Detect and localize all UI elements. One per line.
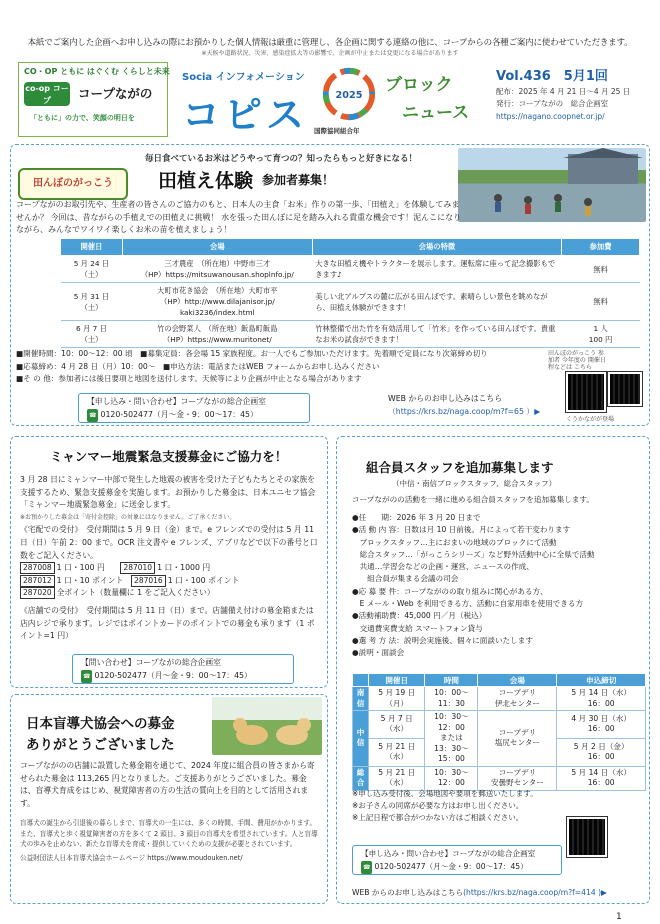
myanmar-body — [20, 474, 320, 643]
list-item: ●活 動 内 容：日数は月 10 日前後。月によって若干変わります — [352, 525, 571, 535]
table-row — [61, 283, 640, 321]
guide-dog-body: コープながのの店舗に設置した募金箱を通じて、2024 年度に組合員の皆さまから寄せられた募金は 113,265 円となりました。ご支援ありがとうございました。募金は、盲導犬育成をはじめ、視覚障害者の方の生活の質向上を目的として活用されます。 — [20, 761, 315, 808]
list-item: ブロックスタッフ…主におまいの地域のブロックにて活動 — [352, 537, 557, 547]
staff-note: ※申し込み受付後、会場地図や要項を郵送いたします。 — [352, 789, 538, 798]
list-item: 総合スタッフ…「がっこうシリーズ」など野外活動中心に全県で活動 — [352, 549, 595, 559]
region: 中信 — [353, 711, 369, 767]
staff-web-link[interactable]: (https://krs.bz/naga.coop/m?f=414 )▶ — [463, 888, 607, 897]
col-venue: 会場 — [122, 239, 312, 256]
event-venue-url[interactable]: （HP）https://mitsuwanousan.shoplnfo.jp/ — [140, 270, 294, 279]
privacy-notice: 本紙でご案内した企画へお申し込みの際にお預かりした個人情報は厳重に管理し、各企画に関する連絡の他に、コープからの各種ご案内に使わせていただきます。 — [27, 38, 633, 48]
staff-details — [352, 512, 652, 660]
session-date: 5 月 7 日 （水） — [369, 711, 425, 739]
table-row — [353, 687, 646, 711]
col-region — [353, 674, 369, 687]
rice-description: コープながのお取引先や、生産者の皆さんのご協力のもと、日本人の主食「お米」作りの第一歩、「田植え」を体験してみませんか？ 今回は、昔ながらの手植えでの田植えに挑戦！ 水を張った田んぼに足を踏み入れる貴重な機会です！泥んこになりながら、みんなでワイワイ楽しくお米の苗を植えましょう！ — [16, 200, 462, 234]
event-venue: 三才農産 （所在地）中野市三才 — [164, 259, 271, 268]
iyc-label: 国際協同組合年 — [314, 127, 360, 135]
table-row — [61, 256, 640, 283]
session-time: 10：30〜 12：00 — [425, 766, 478, 790]
col-deadline: 申込締切 — [557, 674, 646, 687]
rice-field-photo — [458, 148, 646, 222]
rice-info-time: ■開催時間：10：00〜12：00 頃 ■募集定員：各会場 15 家族程度。お一人でもご参加いただけます。先着順で定員になり次第締め切り — [16, 349, 488, 358]
weather-notice: ※天候や道路状況、災害、感染症拡大等の影響で、企画が中止または変更になる場合があります — [201, 50, 459, 57]
rice-lead: 毎日食べているお米はどうやって育つの？知ったらもっと好きになる！ — [145, 154, 418, 164]
myanmar-paragraph: 3 月 28 日にミャンマー中部で発生した地震の被害を受けた子どもたちとその家族を支援するため、緊急支援募金を実施します。お預かりした募金は、日本ユニセフ協会「ミャンマー地震緊急募金」に送金します。 — [20, 475, 316, 510]
guide-dog-detail — [20, 818, 320, 863]
rice-event-table — [60, 238, 640, 348]
coop-slogan: 「ともに」の力で、笑顔の明日を — [30, 114, 135, 122]
donation-label: 1 口・1000 円 — [157, 563, 211, 573]
event-venue: 大町市花き協会 （所在地）大町市平 — [157, 286, 278, 295]
list-item: E メール・Web を利用できる方、活動に自家用車を使用できる方 — [352, 599, 584, 609]
col-date: 開催日 — [369, 674, 425, 687]
page-number: 1 — [616, 912, 622, 922]
session-date: 5 月 19 日 （月） — [369, 687, 425, 711]
event-feature: 竹林整備で出た竹を有効活用して「竹米」を作っている田んぼです。貴重なお米の試食ができます！ — [312, 321, 561, 348]
event-date: 5 月 24 日 — [73, 259, 110, 268]
donation-code-row — [20, 562, 320, 575]
guide-dog-title-2: ありがとうございました — [26, 737, 175, 753]
session-date: 5 月 21 日 （水） — [369, 766, 425, 790]
rice-contact-box — [78, 393, 310, 423]
rice-school-logo: 田んぼのがっこう — [18, 168, 128, 200]
staff-note: ※上記日程で都合がつかない方はご相談ください。 — [352, 813, 524, 822]
phone-icon: ☎ — [87, 409, 98, 422]
col-date: 開催日 — [61, 239, 123, 256]
myanmar-title: ミャンマー地震緊急支援募金にご協力を！ — [50, 449, 288, 464]
event-day: （土） — [80, 335, 103, 344]
qr-code-icon[interactable] — [608, 372, 642, 406]
phone-icon: ☎ — [81, 670, 92, 683]
rice-web-link[interactable]: （https://krs.bz/naga.coop/m?f=65 ）▶ — [388, 407, 541, 416]
rice-subtitle: 参加者募集！ — [262, 173, 335, 187]
block-news-title-2: ニュース — [402, 103, 470, 123]
donation-code: 287008 — [20, 562, 55, 574]
rice-web-label: WEB からのお申し込みはこちら — [388, 394, 503, 403]
rice-info — [16, 348, 636, 386]
staff-contact-label: 【申し込み・問い合わせ】コープながの総合企画室 — [361, 849, 536, 858]
coop-logo: co-op コープ — [25, 84, 69, 105]
session-deadline: 5 月 14 日（水） 16：00 — [557, 766, 646, 790]
socia-label: Socia インフォメーション — [182, 72, 305, 83]
col-feature: 会場の特徴 — [312, 239, 561, 256]
table-row — [61, 321, 640, 348]
donation-label: 1 口・100 ポイント — [167, 575, 240, 585]
session-deadline: 5 月 14 日（水） 16：00 — [557, 687, 646, 711]
qr-code-icon[interactable] — [566, 372, 606, 412]
myanmar-note: ※お預かりした募金は「寄付金控除」の対象にはなりません。ご了承ください。 — [20, 513, 236, 521]
coop-name: コープながの — [78, 86, 153, 101]
event-feature: 美しい北アルプスの麓に広がる田んぼです。素晴らしい景色を眺めながら、田植え体験ができます！ — [312, 283, 561, 321]
region: 総合 — [353, 766, 369, 790]
iyc-logo-icon — [320, 65, 378, 123]
session-time: 10：00〜 11：30 — [425, 687, 478, 711]
col-time: 時間 — [425, 674, 478, 687]
session-deadline: 4 月 30 日（水） 16：00 — [557, 711, 646, 739]
list-item: ●応 募 要 件：コープながのの取り組みに関心がある方、 — [352, 586, 548, 596]
qr-code-icon[interactable] — [567, 817, 607, 857]
staff-schedule-table — [352, 673, 646, 791]
coop-motto: CO・OP ともに はぐくむ くらしと未来 — [24, 67, 170, 76]
staff-web-label: WEB からのお申し込みはこちら — [352, 888, 464, 897]
region: 南信 — [353, 687, 369, 711]
rice-field-illustration-icon — [458, 148, 646, 222]
rice-contact-phone[interactable]: 0120-502477（月〜金・9：00〜17：45） — [100, 410, 258, 419]
session-time: 10：30〜 12：00 または 13：30〜 15：00 — [425, 711, 478, 767]
event-day: （土） — [80, 302, 103, 312]
guide-dog-photo — [212, 697, 322, 755]
col-venue: 会場 — [478, 674, 557, 687]
session-date: 5 月 21 日 （水） — [369, 738, 425, 766]
staff-contact-phone[interactable]: 0120-502477（月〜金・9：00〜17：45） — [374, 862, 528, 871]
staff-title: 組合員スタッフを追加募集します — [366, 460, 554, 475]
donation-code: 287020 — [20, 587, 55, 599]
session-venue: コープデリ 安曇野センター — [478, 766, 557, 790]
staff-subtitle: （中信・南信ブロックスタッフ、総合スタッフ） — [392, 479, 557, 488]
guide-dog-title-1: 日本盲導犬協会への募金 — [26, 716, 175, 732]
event-fee: 1 人 100 円 — [562, 321, 640, 348]
myanmar-delivery: 《宅配での受付》 受付期間は 5 月 9 日（金）まで。e フレンズでの受付は 5 月 11 日（日）午前 2：00 まで。OCR 注文書や e フレンズ、アプリなどで以下の番号と口数をご記入ください。 — [20, 525, 318, 560]
list-item: 組合員が集まる会議の司会 — [352, 574, 459, 584]
list-item: ●任 期：2026 年 3 月 20 日まで — [352, 513, 481, 522]
table-row — [353, 766, 646, 790]
donation-label: 1 口・100 円 — [56, 563, 105, 573]
rice-info-other: ■そ の 他：参加者には後日要項と地図を送付します。天候等により企画が中止となる場合があります — [16, 374, 362, 383]
donation-label: 全ポイント（数量欄に 1 をご記入ください） — [56, 588, 215, 598]
myanmar-store: 《店舗での受付》 受付期間は 5 月 11 日（日）まで。店舗備え付けの募金箱または店内レジで承ります。レジではポイントカードのポイントでの募金も承ります（1 ポイント=1 円） — [20, 605, 315, 641]
staff-contact-box — [352, 845, 562, 875]
list-item: ●選 考 方 法：説明会実施後、個々に面談いたします — [352, 635, 533, 645]
myanmar-contact-label: 【問い合わせ】コープながの総合企画室 — [81, 658, 221, 667]
donation-code: 287016 — [131, 575, 166, 587]
staff-note: ※お子さんの同席が必要な方はお申し出ください。 — [352, 801, 524, 810]
table-row — [353, 711, 646, 739]
dog-icon — [212, 697, 322, 755]
issue-info — [496, 86, 630, 110]
donation-code-row — [20, 587, 320, 600]
iyc-year: 2025 — [335, 89, 363, 101]
event-venue-url[interactable]: （HP）http://www.dilajanisor.jp/ kaki3236/index.html — [159, 297, 282, 317]
staff-notes — [352, 788, 652, 824]
guide-dog-credit[interactable]: 公益財団法人日本盲導犬協会ホームページ https://www.moudouken.net/ — [20, 853, 243, 862]
donation-label: 1 口・10 ポイント — [56, 575, 124, 585]
myanmar-contact-phone[interactable]: 0120-502477（月〜金・9：00〜17：45） — [94, 671, 252, 680]
rice-title: 田植え体験 — [158, 170, 254, 192]
qr-caption: くうかながが登場 — [566, 416, 615, 423]
myanmar-contact-box — [72, 654, 294, 684]
rice-web-apply — [388, 392, 540, 418]
donation-code-row — [20, 575, 320, 588]
list-item: ●説明・面談会 — [352, 648, 405, 658]
donation-code: 287012 — [20, 575, 55, 587]
event-date: 5 月 31 日 — [73, 291, 110, 301]
distribution-date: 配布：2025 年 4 月 21 日〜4 月 25 日 — [496, 87, 631, 96]
site-url[interactable]: https://nagano.coopnet.or.jp/ — [496, 112, 605, 121]
list-item: ●活動補助費：45,000 円／月（税込） — [352, 611, 487, 621]
staff-web-apply — [352, 887, 607, 898]
rice-contact-label: 【申し込み・問い合わせ】コープながの総合企画室 — [87, 397, 266, 406]
guide-dog-note: 盲導犬の誕生から引退後の暮らしまで、盲導犬の一生には、多くの時間、手間、費用がかかります。また、盲導犬と歩く視覚障害者の方を多くて 2 頭目、3 頭目の盲導犬を希望されています。人と盲導犬の歩みを止めない、新たな盲導犬を育成・提供していくための支援が必要とされています。 — [20, 819, 318, 848]
volume-number: Vol.436 5月1回 — [496, 69, 608, 84]
session-deadline: 5 月 2 日（金） 16：00 — [557, 738, 646, 766]
rice-side-note: 田んぼのがっこう 参加者 今年度の 開催日程などは こちら — [548, 350, 606, 371]
list-item: 共通…学習会などの企画・運営、ニュースの作成、 — [352, 562, 534, 572]
event-day: （土） — [80, 270, 103, 279]
rice-info-apply: ■応募締め：4 月 28 日（月）10：00〜 ■申込方法：電話またはWEB フォームからお申し込みください — [16, 361, 380, 371]
event-fee: 無料 — [562, 256, 640, 283]
event-fee: 無料 — [562, 283, 640, 321]
session-venue: コープデリ 伊北センター — [478, 687, 557, 711]
col-fee: 参加費 — [562, 239, 640, 256]
event-date: 6 月 7 日 — [76, 324, 107, 333]
event-feature: 大きな田植え機やトラクターを展示します。運転席に座って記念撮影もできます♪ — [312, 256, 561, 283]
session-venue: コープデリ 塩尻センター — [478, 711, 557, 767]
donation-code: 287010 — [120, 562, 155, 574]
phone-icon: ☎ — [361, 861, 372, 874]
block-news-title-1: ブロック — [385, 75, 453, 95]
newsletter-title: コピス — [182, 93, 309, 137]
staff-lead: コープながのの活動を一緒に進める組合員スタッフを追加募集します。 — [352, 495, 595, 504]
event-venue-url[interactable]: （HP）https://www.muritonet/ — [162, 335, 272, 344]
publisher: 発行：コープながの 総合企画室 — [496, 99, 609, 108]
list-item: 交通費実費支給 スマートフォン貸与 — [352, 623, 483, 633]
event-venue: 竹の会野菜人 （所在地）飯島町飯島 — [157, 324, 278, 333]
